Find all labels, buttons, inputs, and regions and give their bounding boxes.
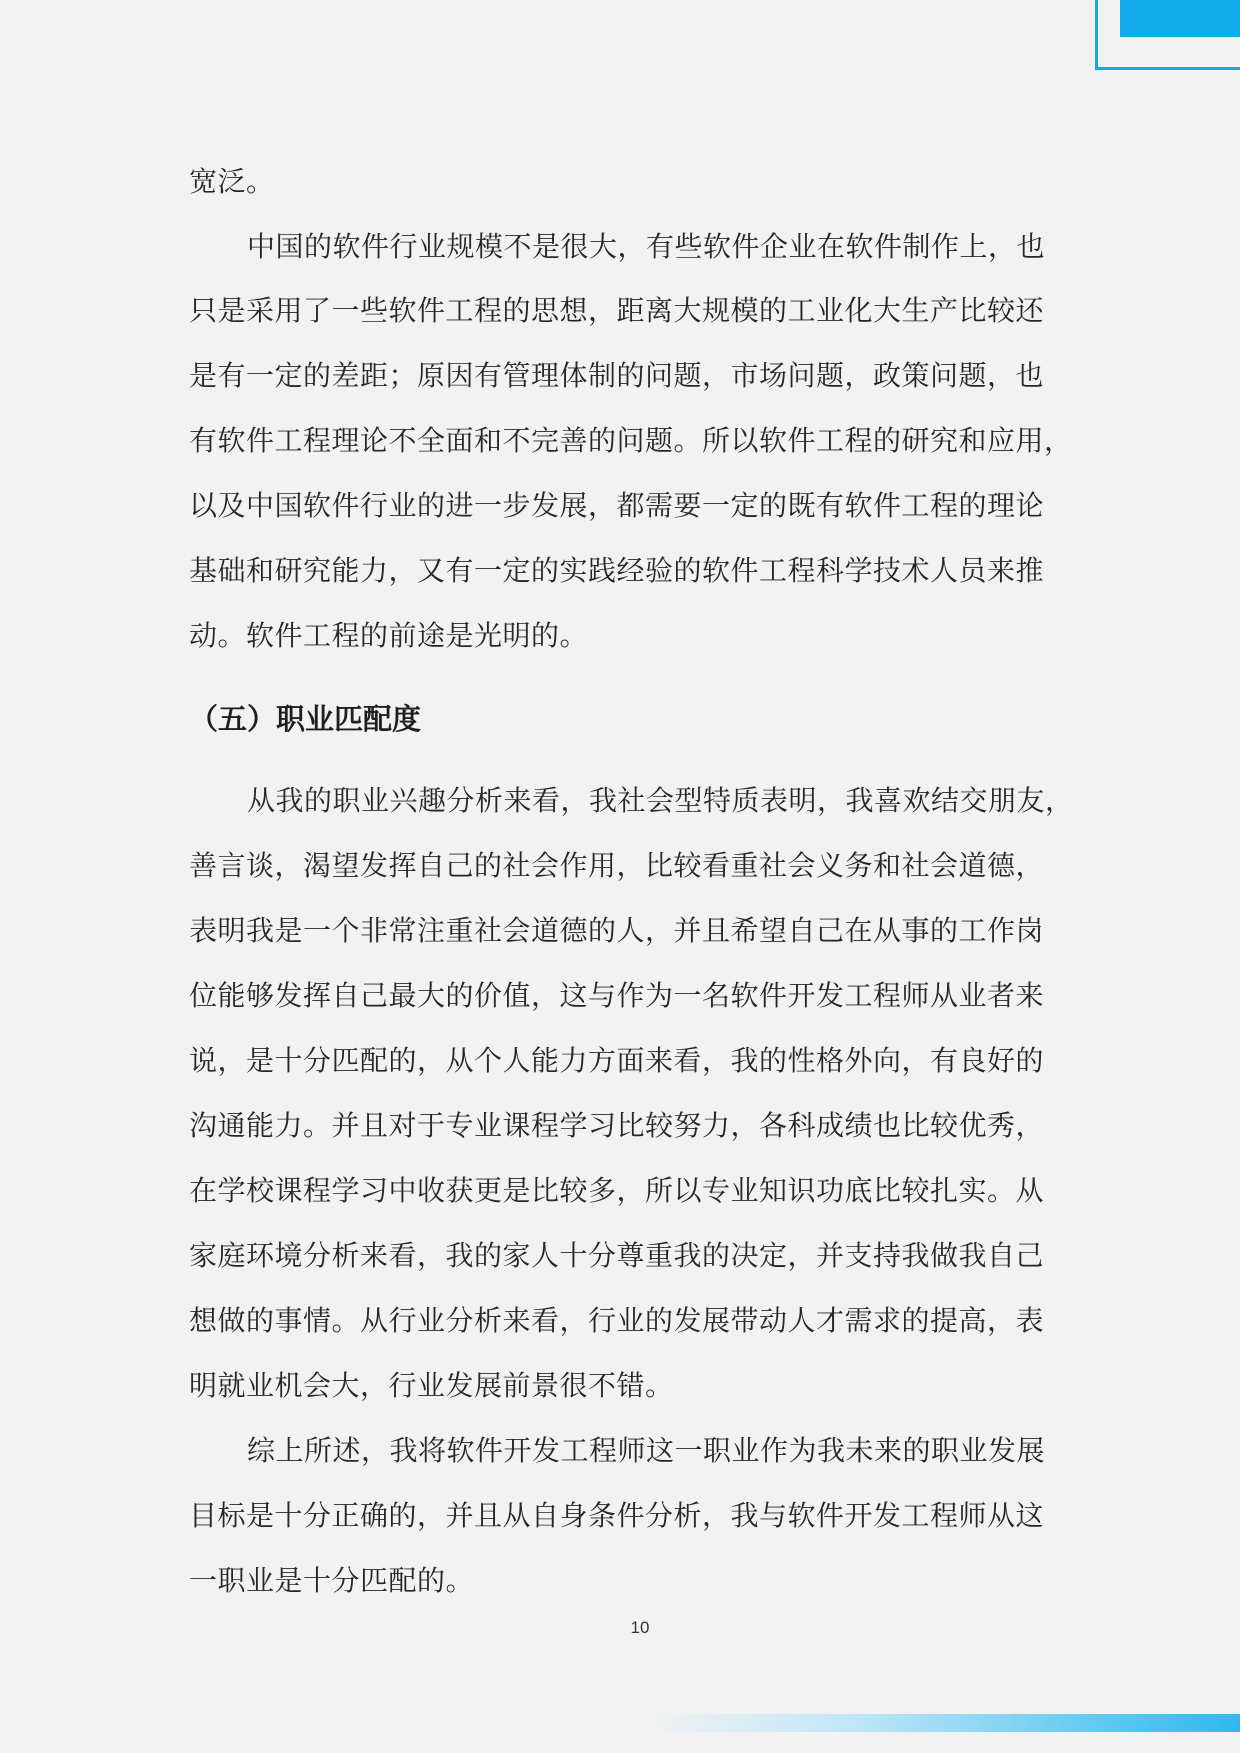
section-heading: （五）职业匹配度 [189, 702, 422, 736]
text-line: 从我的职业兴趣分析来看，我社会型特质表明，我喜欢结交朋友， [247, 784, 1074, 817]
text-line: 明就业机会大，行业发展前景很不错。 [189, 1369, 674, 1402]
text-line: 表明我是一个非常注重社会道德的人，并且希望自己在从事的工作岗 [189, 914, 1045, 947]
text-line: 有软件工程理论不全面和不完善的问题。所以软件工程的研究和应用， [189, 424, 1073, 457]
text-line: 是有一定的差距；原因有管理体制的问题，市场问题，政策问题，也 [189, 359, 1045, 392]
text-line: 综上所述，我将软件开发工程师这一职业作为我未来的职业发展 [247, 1434, 1046, 1467]
text-line: 以及中国软件行业的进一步发展，都需要一定的既有软件工程的理论 [189, 489, 1045, 522]
text-line: 基础和研究能力，又有一定的实践经验的软件工程科学技术人员来推 [189, 554, 1045, 587]
text-line: 家庭环境分析来看，我的家人十分尊重我的决定，并支持我做我自己 [189, 1239, 1045, 1272]
page-number: 10 [630, 1618, 650, 1637]
text-line: 只是采用了一些软件工程的思想，距离大规模的工业化大生产比较还 [189, 294, 1045, 327]
text-line: 善言谈，渴望发挥自己的社会作用，比较看重社会义务和社会道德， [189, 849, 1045, 882]
footer-gradient-bar [650, 1714, 1240, 1732]
text-line: 动。软件工程的前途是光明的。 [189, 619, 589, 652]
text-line: 目标是十分正确的，并且从自身条件分析，我与软件开发工程师从这 [189, 1499, 1045, 1532]
text-line: 一职业是十分匹配的。 [189, 1564, 475, 1597]
text-line: 在学校课程学习中收获更是比较多，所以专业知识功底比较扎实。从 [189, 1174, 1045, 1207]
text-line: 中国的软件行业规模不是很大，有些软件企业在软件制作上，也 [247, 230, 1046, 263]
corner-decoration-block [1120, 0, 1240, 37]
text-line: 沟通能力。并且对于专业课程学习比较努力，各科成绩也比较优秀， [189, 1109, 1045, 1142]
text-line: 说，是十分匹配的，从个人能力方面来看，我的性格外向，有良好的 [189, 1044, 1045, 1077]
text-line: 想做的事情。从行业分析来看，行业的发展带动人才需求的提高，表 [189, 1304, 1045, 1337]
text-line: 宽泛。 [189, 165, 275, 198]
text-line: 位能够发挥自己最大的价值，这与作为一名软件开发工程师从业者来 [189, 979, 1045, 1012]
